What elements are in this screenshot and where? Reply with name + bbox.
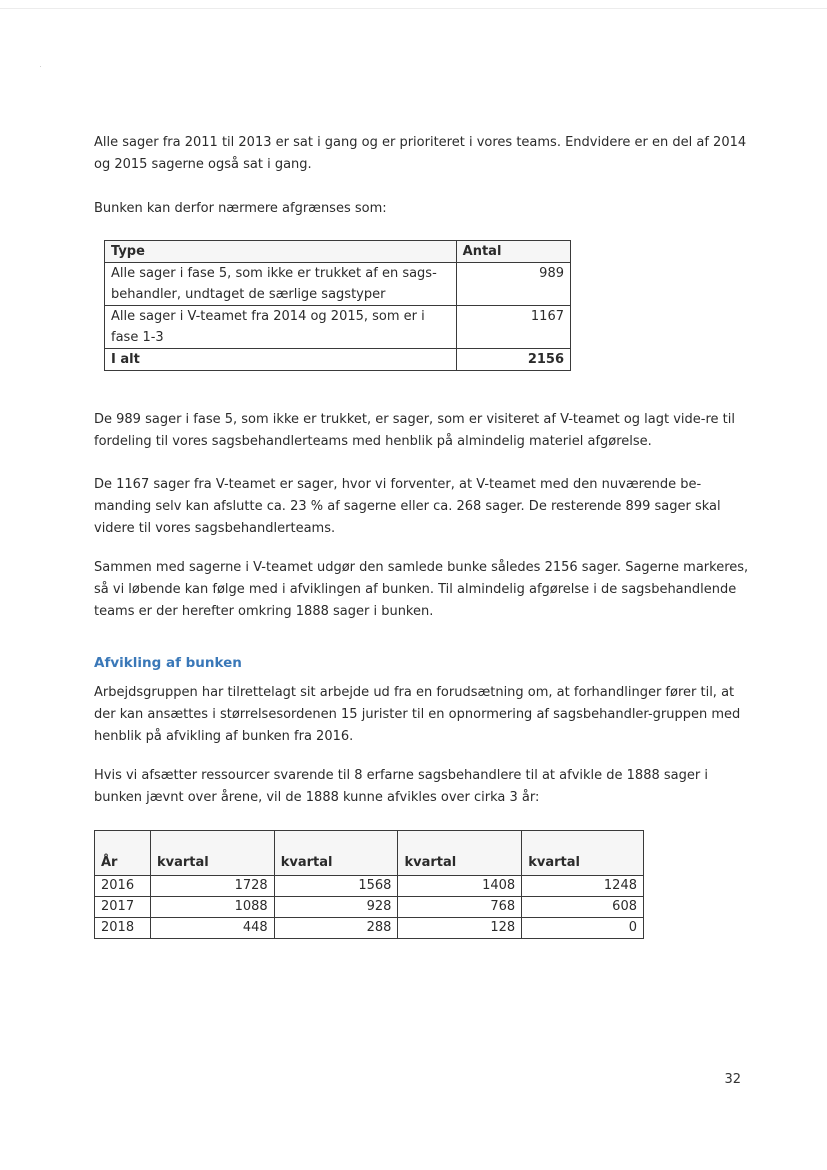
header-kvartal: kvartal [398,831,522,876]
header-kvartal: kvartal [274,831,398,876]
paragraph-arbejdsgruppen: Arbejdsgruppen har tilrettelagt sit arbejde ud fra en forudsætning om, at forhandlinger fører til, at der kan ansættes i størrelsesordenen 15 jurister til en opnormering af sagsbehandler-gruppen med henblik på afvikling af bunken fra 2016. [94,685,741,744]
cell-value: 1248 [522,876,644,897]
scan-speck [40,66,41,67]
cell-type: Alle sager i fase 5, som ikke er trukket af en sags-behandler, undtaget de særlige sagstyper [105,263,457,306]
cell-value: 768 [398,897,522,918]
cell-value: 1728 [150,876,274,897]
cell-value: 608 [522,897,644,918]
cell-type: Alle sager i V-teamet fra 2014 og 2015, som er i fase 1-3 [105,306,457,349]
header-type: Type [105,241,457,263]
header-antal: Antal [456,241,570,263]
table-row [105,263,571,306]
table-row [105,306,571,349]
table-row [95,918,644,939]
table-header-row [105,241,571,263]
table-row [95,876,644,897]
cell-value: 0 [522,918,644,939]
cell-antal: 989 [456,263,570,306]
cell-value: 1088 [150,897,274,918]
cell-total-label: I alt [105,349,457,371]
page-number: 32 [724,1072,741,1087]
paragraph-bunken: Bunken kan derfor nærmere afgrænses som: [94,201,387,216]
paragraph-intro: Alle sager fra 2011 til 2013 er sat i gang og er prioriteret i vores teams. Endvidere er en del af 2014 og 2015 sagerne også sat i gang. [94,135,747,172]
cell-value: 928 [274,897,398,918]
bunke-table [104,240,571,371]
cell-total-value: 2156 [456,349,570,371]
table-header-row [95,831,644,876]
cell-value: 448 [150,918,274,939]
header-kvartal: kvartal [522,831,644,876]
cell-value: 288 [274,918,398,939]
table-row [95,897,644,918]
cell-value: 1408 [398,876,522,897]
cell-value: 1568 [274,876,398,897]
section-heading: Afvikling af bunken [94,655,242,671]
table-total-row [105,349,571,371]
paragraph-vteam: De 1167 sager fra V-teamet er sager, hvor vi forventer, at V-teamet med den nuværende be-manding selv kan afslutte ca. 23 % af sagerne eller ca. 268 sager. De resterende 899 sager skal videre til vores sagsbehandlerteams. [94,477,721,536]
page-top-rule [0,8,827,9]
cell-year: 2017 [95,897,151,918]
cell-value: 128 [398,918,522,939]
paragraph-samlet: Sammen med sagerne i V-teamet udgør den samlede bunke således 2156 sager. Sagerne markeres, så vi løbende kan følge med i afviklingen af bunken. Til almindelig afgørelse i de sagsbehandlende teams er der herefter omkring 1888 sager i bunken. [94,560,749,619]
paragraph-fase5: De 989 sager i fase 5, som ikke er trukket, er sager, som er visiteret af V-teamet og lagt vide-re til fordeling til vores sagsbehandlerteams med henblik på almindelig materiel afgørelse. [94,412,735,449]
paragraph-ressourcer: Hvis vi afsætter ressourcer svarende til 8 erfarne sagsbehandlere til at afvikle de 1888 sager i bunken jævnt over årene, vil de 1888 kunne afvikles over cirka 3 år: [94,768,708,805]
cell-year: 2016 [95,876,151,897]
header-aar: År [95,831,151,876]
cell-antal: 1167 [456,306,570,349]
header-kvartal: kvartal [150,831,274,876]
afvikling-table [94,830,644,939]
cell-year: 2018 [95,918,151,939]
